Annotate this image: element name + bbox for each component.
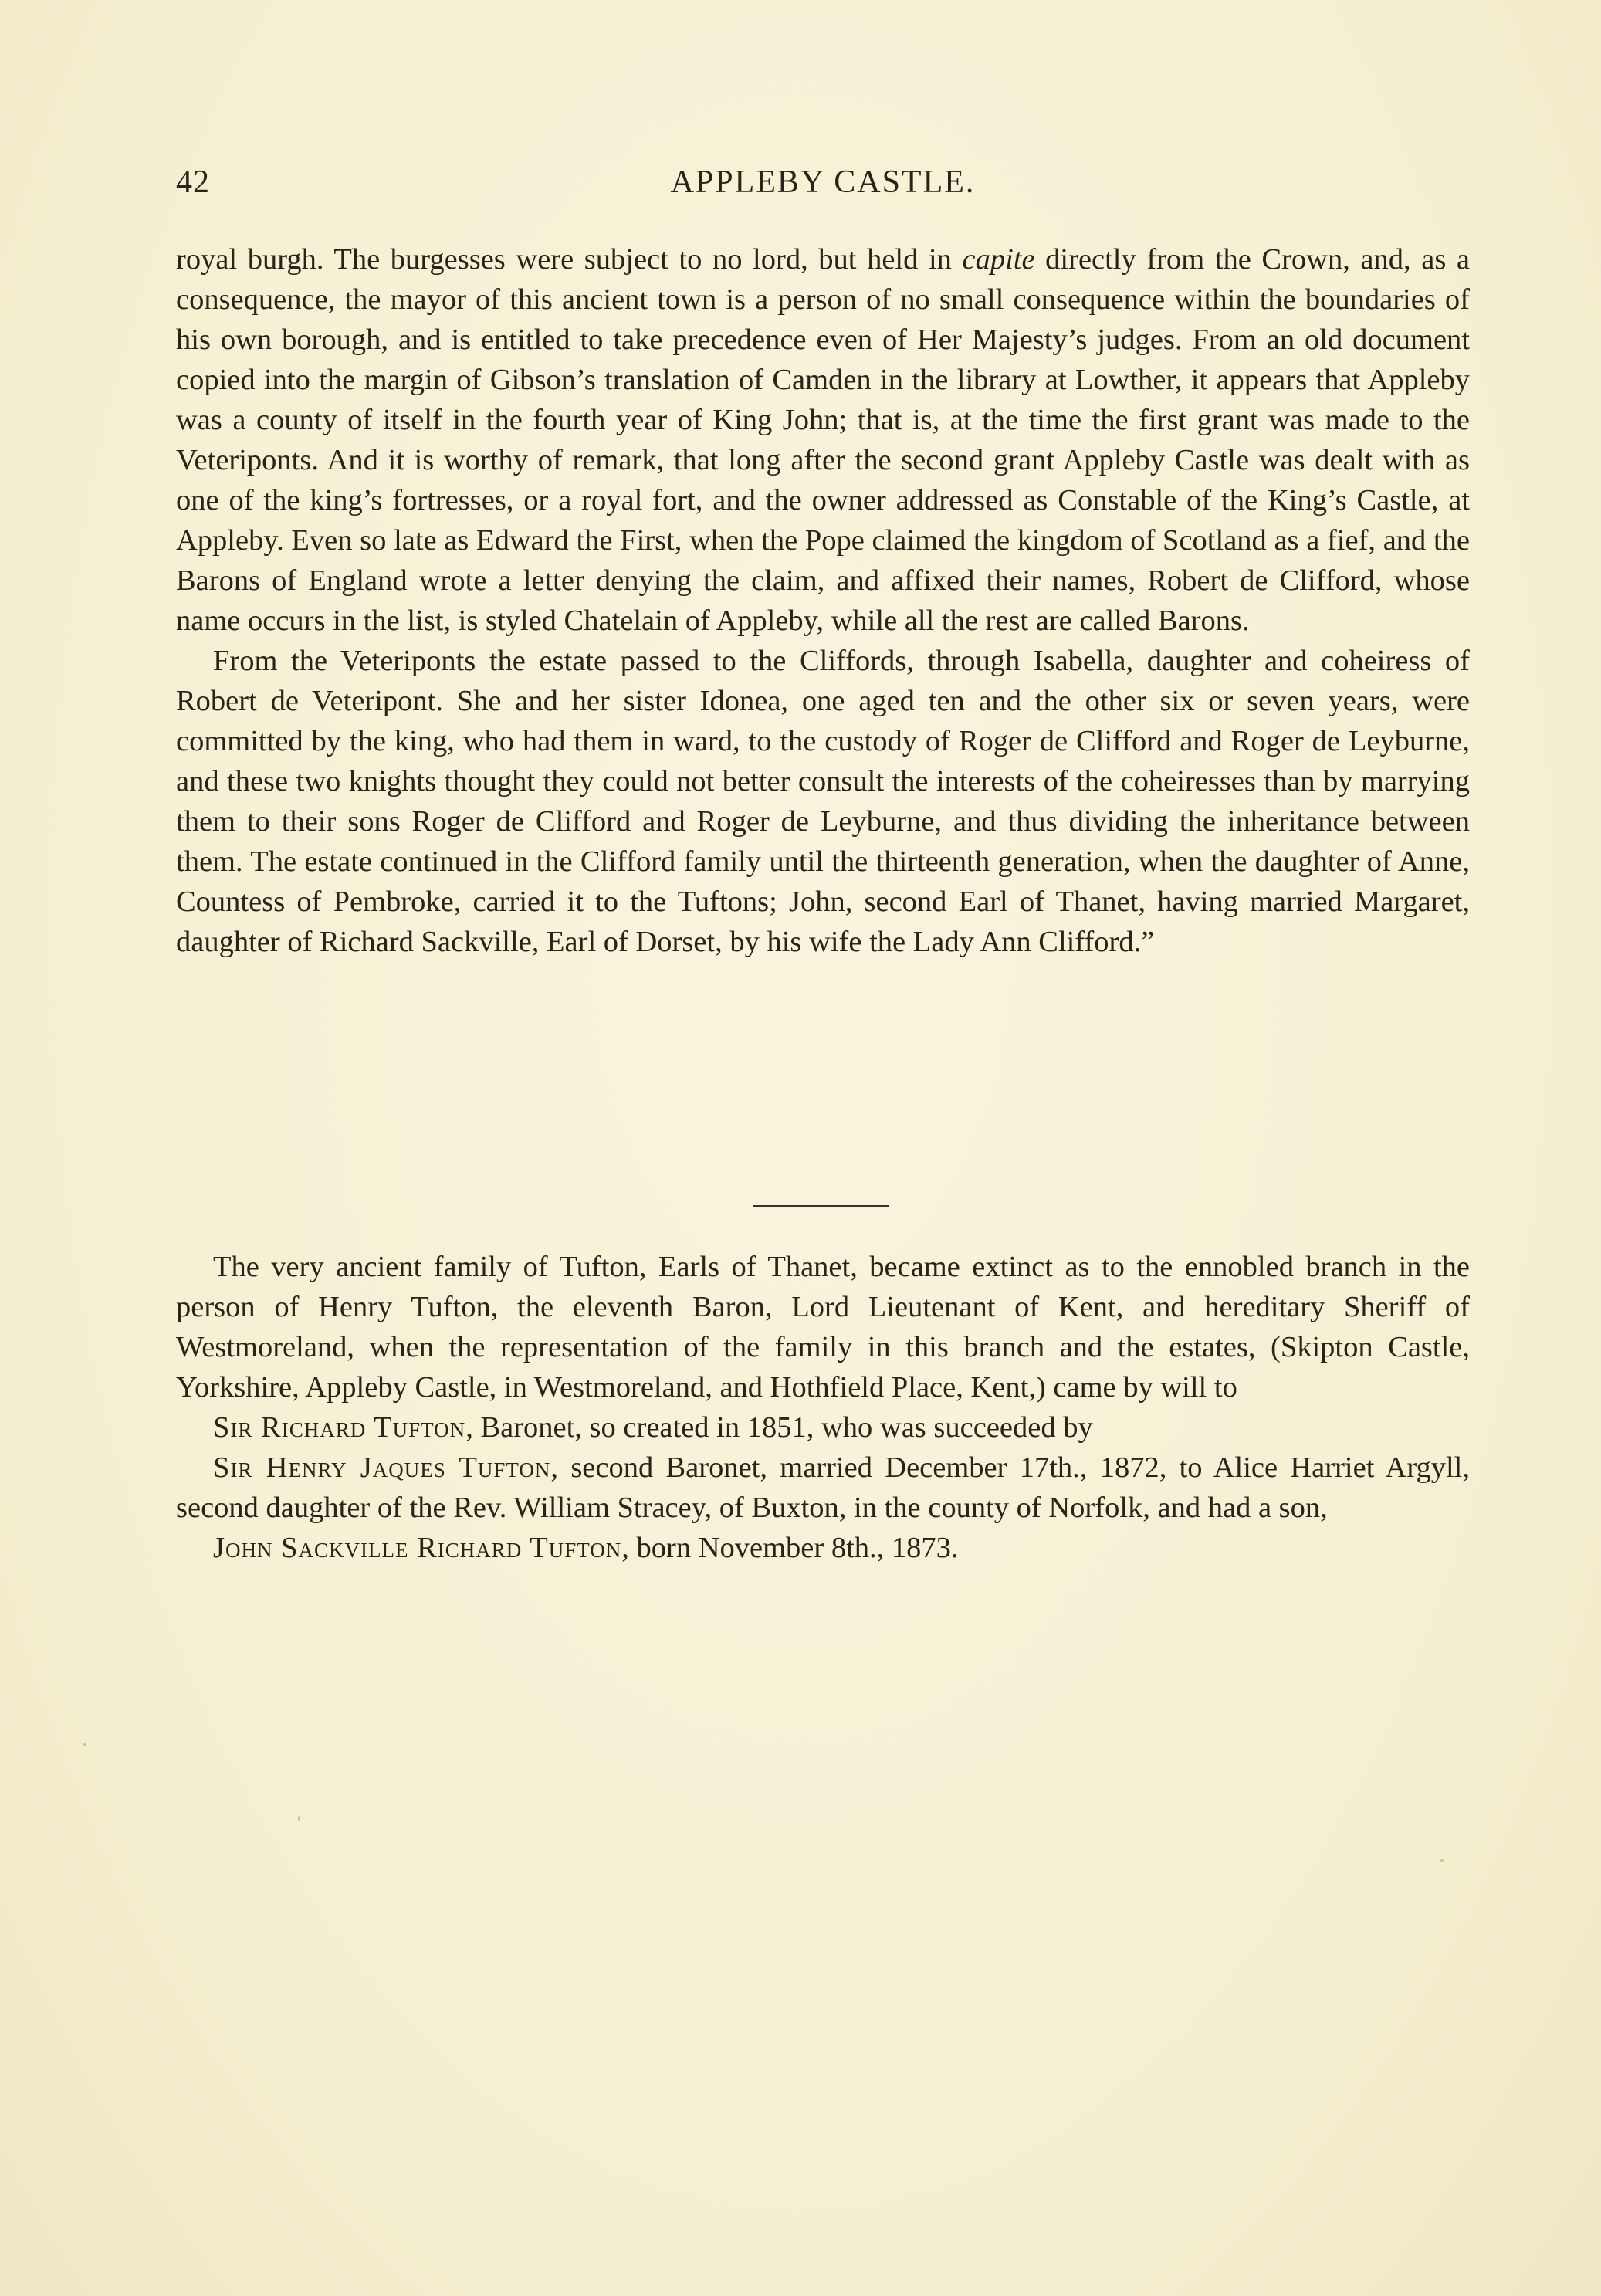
succession-entry (176, 1448, 1470, 1528)
entry-text: , Baronet, so created in 1851, who was succeeded by (465, 1411, 1093, 1444)
entry-text: , born November 8th., 1873. (621, 1532, 959, 1564)
running-title: APPLEBY CASTLE. (670, 164, 976, 200)
entry-text: , second Baronet, married December 17th., 1872, to Alice Harriet Argyll, second daughter of the Rev. William Stracey, of Buxton, in the county of Norfolk, and had a son, (176, 1451, 1470, 1524)
page-number: 42 (176, 164, 210, 200)
entry-name: Sir Richard Tufton (213, 1411, 466, 1444)
entry-name: John Sackville Richard Tufton (213, 1532, 622, 1564)
paper-speck (298, 1816, 300, 1821)
tufton-section (176, 1247, 1470, 1568)
paper-speck (1440, 1859, 1444, 1862)
section-divider (753, 1205, 889, 1207)
italic-term: capite (962, 243, 1035, 276)
page-header (176, 164, 1470, 207)
paragraph-1-rest: directly from the Crown, and, as a consequence, the mayor of this ancient town is a person of no small consequence within the boundaries of his own borough, and is entitled to take precedence even of Her Majesty’s judges. From an old document copied into the margin of Gibson’s translation of Camden in the library at Lowther, it appears that Appleby was a county of itself in the fourth year of King John; that is, at the time the first grant was made to the Veteriponts. And it is worthy of remark, that long after the second grant Appleby Castle was dealt with as one of the king’s fortresses, or a royal fort, and the owner addressed as Constable of the King’s Castle, at Appleby. Even so late as Edward the First, when the Pope claimed the kingdom of Scotland as a fief, and the Barons of England wrote a letter denying the claim, and affixed their names, Robert de Clifford, whose name occurs in the list, is styled Chatelain of Appleby, while all the rest are called Barons. (176, 243, 1470, 637)
succession-entry (176, 1407, 1470, 1448)
paper-speck (83, 1743, 86, 1746)
paragraph-1-text: royal burgh. The burgesses were subject to no lord, but held in (176, 243, 963, 276)
paragraph-continuation (176, 239, 1470, 641)
entry-name: Sir Henry Jaques Tufton (213, 1451, 551, 1484)
main-text-block (176, 239, 1470, 962)
paragraph-cliffords: From the Veteriponts the estate passed to the Cliffords, through Isabella, daughter and coheiress of Robert de Veteripont. She and her sister Idonea, one aged ten and the other six or seven years, were committed by the king, who had them in ward, to the custody of Roger de Clifford and Roger de Leyburne, and these two knights thought they could not better consult the interests of the coheiresses than by marrying them to their sons Roger de Clifford and Roger de Leyburne, and thus dividing the inheritance between them. The estate continued in the Clifford family until the thirteenth generation, when the daughter of Anne, Countess of Pembroke, carried it to the Tuftons; John, second Earl of Thanet, having married Margaret, daughter of Richard Sackville, Earl of Dorset, by his wife the Lady Ann Clifford.” (176, 645, 1470, 958)
succession-entry (176, 1528, 1470, 1568)
paragraph-tufton: The very ancient family of Tufton, Earls of Thanet, became extinct as to the ennobled branch in the person of Henry Tufton, the eleventh Baron, Lord Lieutenant of Kent, and hereditary Sheriff of Westmoreland, when the representation of the family in this branch and the estates, (Skipton Castle, Yorkshire, Appleby Castle, in Westmoreland, and Hothfield Place, Kent,) came by will to (176, 1251, 1470, 1404)
